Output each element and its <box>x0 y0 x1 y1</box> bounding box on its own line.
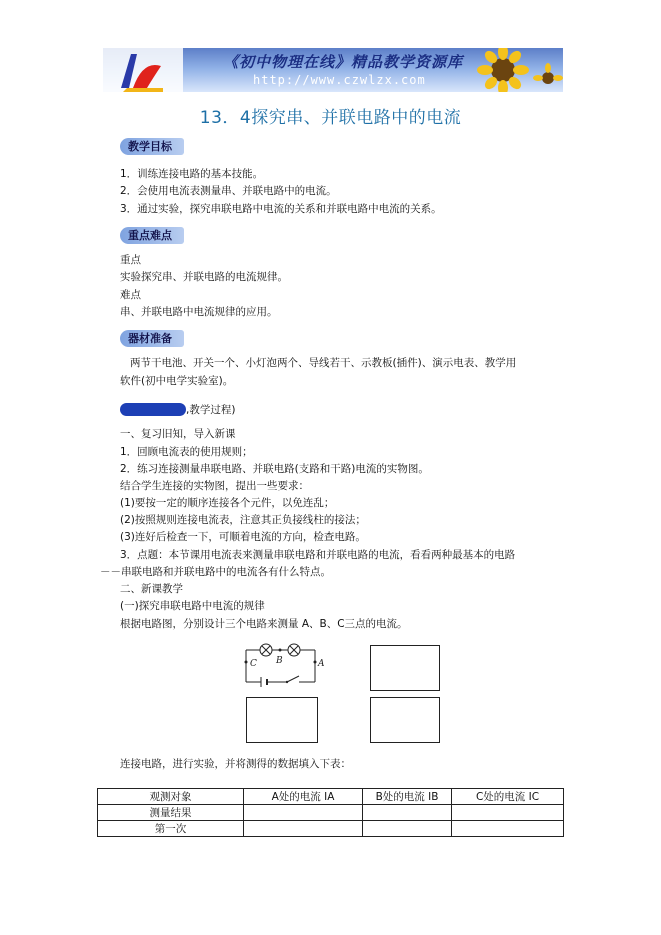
connect-instruction: 连接电路，进行实验，并将测得的数据填入下表： <box>120 758 351 770</box>
process-line: 3．点题：本节课用电流表来测量串联电路和并联电路的电流，看看两种最基本的电路 <box>120 549 516 561</box>
difficulty-heading: 难点 <box>120 289 141 301</box>
page-title: 13．4探究串、并联电路中的电流 <box>199 108 462 128</box>
process-line: 一、复习旧知，导入新课 <box>120 428 236 440</box>
process-line: 结合学生连接的实物图，提出一些要求： <box>120 480 309 492</box>
section-tag-equipment: 器材准备 <box>120 330 184 347</box>
process-line: 1．回顾电流表的使用规则； <box>120 446 253 458</box>
table-cell <box>452 821 564 837</box>
table-cell: 第一次 <box>98 821 244 837</box>
process-line: (2)按照规则连接电流表，注意其正负接线柱的接法； <box>120 514 366 526</box>
series-circuit-diagram <box>243 640 333 690</box>
table-header: A处的电流 IA <box>244 789 363 805</box>
process-line: (一)探究串联电路中电流的规律 <box>120 600 265 612</box>
point-c-dot <box>245 661 248 664</box>
process-line: 二、新课教学 <box>120 583 183 595</box>
goal-item: 1．训练连接电路的基本技能。 <box>120 168 264 180</box>
table-row <box>98 805 564 821</box>
equipment-line: 软件(初中电学实验室)。 <box>120 375 234 387</box>
section-tag-key: 重点难点 <box>120 227 184 244</box>
table-cell <box>244 821 363 837</box>
goal-item: 2．会使用电流表测量串、并联电路中的电流。 <box>120 185 337 197</box>
table-header: C处的电流 IC <box>452 789 564 805</box>
process-line: 根据电路图，分别设计三个电路来测量 A、B、C三点的电流。 <box>120 618 408 630</box>
table-row <box>98 821 564 837</box>
key-heading: 重点 <box>120 254 141 266</box>
table-cell <box>452 805 564 821</box>
process-line: 2．练习连接测量串联电路、并联电路(支路和干路)电流的实物图。 <box>120 463 429 475</box>
logo-stroke-yellow <box>123 88 163 92</box>
process-line: (1)要按一定的顺序连接各个元件，以免连乱； <box>120 497 335 509</box>
banner-url[interactable]: http://www.czwlzx.com <box>253 73 426 87</box>
circuit-design-box <box>246 697 318 743</box>
process-line: (3)连好后检查一下，可顺着电流的方向，检查电路。 <box>120 531 366 543</box>
label-a: A <box>318 659 325 669</box>
process-line: －－串联电路和并联电路中的电流各有什么特点。 <box>100 566 331 578</box>
table-cell: 测量结果 <box>98 805 244 821</box>
equipment-line: 两节干电池、开关一个、小灯泡两个、导线若干、示教板(插件)、演示电表、教学用 <box>130 357 517 369</box>
process-label: 教学过程 <box>189 404 232 416</box>
switch-icon <box>286 681 288 683</box>
section-tag-process-bar <box>120 403 186 416</box>
point-b-dot <box>279 649 282 652</box>
goal-item: 3．通过实验，探究串联电路中电流的关系和并联电路中电流的关系。 <box>120 203 442 215</box>
table-cell <box>363 821 452 837</box>
table-cell <box>363 805 452 821</box>
lamp-icon <box>288 644 300 656</box>
section-tag-goals: 教学目标 <box>120 138 184 155</box>
table-header: 观测对象 <box>98 789 244 805</box>
circuit-design-box <box>370 645 440 691</box>
table-header: B处的电流 IB <box>363 789 452 805</box>
section-tag-process: ,教学过程) <box>186 404 236 416</box>
label-b: B <box>276 656 283 666</box>
circuit-design-box <box>370 697 440 743</box>
header-banner <box>103 48 563 92</box>
point-a-dot <box>314 661 317 664</box>
banner-title: 《初中物理在线》精品教学资源库 <box>223 53 464 71</box>
result-table <box>97 788 564 837</box>
table-header-row <box>98 789 564 805</box>
battery-icon <box>261 677 267 687</box>
lamp-icon <box>260 644 272 656</box>
difficulty-text: 串、并联电路中电流规律的应用。 <box>120 306 278 318</box>
table-cell <box>244 805 363 821</box>
label-c: C <box>250 659 257 669</box>
key-text: 实验探究串、并联电路的电流规律。 <box>120 271 288 283</box>
